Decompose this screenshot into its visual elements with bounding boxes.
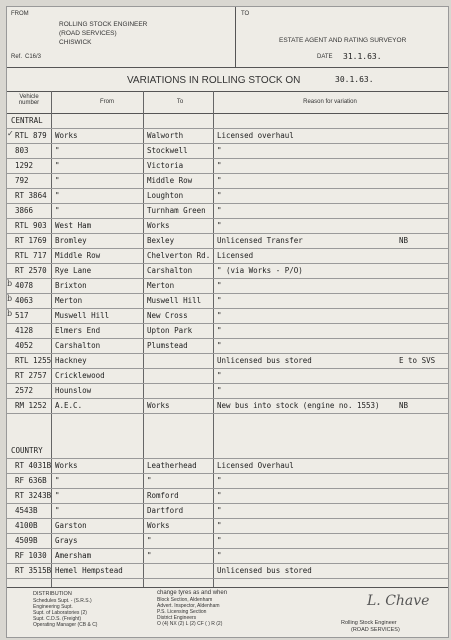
table-row <box>7 533 448 549</box>
vehicle-number: RT 3515B <box>15 566 52 575</box>
from-location: " <box>55 506 60 515</box>
table-row <box>7 278 448 294</box>
distribution-note: change tyres as and when <box>157 590 228 596</box>
reason-text: " <box>217 191 222 200</box>
from-location: " <box>55 206 60 215</box>
section-row <box>7 113 448 129</box>
vehicle-number: 792 <box>15 176 29 185</box>
table-row <box>7 353 448 369</box>
table-row <box>7 188 448 204</box>
to-location: Turnham Green <box>147 206 206 215</box>
table-row <box>7 563 448 579</box>
title-date: 30.1.63. <box>335 75 374 84</box>
section-row <box>7 443 448 459</box>
table-row <box>7 473 448 489</box>
vehicle-number: RTL 717 <box>15 251 47 260</box>
reason-text: " <box>217 311 222 320</box>
reason-code: NB <box>399 401 409 410</box>
table-row <box>7 518 448 534</box>
table-row <box>7 233 448 249</box>
col-from: From <box>100 99 114 105</box>
distribution-item: Block Section, Aldenham <box>157 597 213 603</box>
from-location: Middle Row <box>55 251 101 260</box>
distribution-item: Advert. Inspector, Aldenham <box>157 603 220 609</box>
signatory-title: Rolling Stock Engineer <box>341 620 397 626</box>
vehicle-number: RT 2570 <box>15 266 47 275</box>
margin-mark: b <box>7 279 13 288</box>
to-location: Loughton <box>147 191 184 200</box>
to-location: Works <box>147 521 170 530</box>
from-location: Muswell Hill <box>55 311 110 320</box>
to-location: " <box>147 476 152 485</box>
col-to: To <box>176 99 184 105</box>
reason-text: " <box>217 536 222 545</box>
from-location: " <box>55 191 60 200</box>
signatory-subtitle: (ROAD SERVICES) <box>351 627 400 633</box>
distribution-item: Supt. of Laboratories (2) <box>33 610 87 616</box>
reason-text: " <box>217 176 222 185</box>
reason-text: " <box>217 551 222 560</box>
from-line-2: (ROAD SERVICES) <box>59 30 117 37</box>
variations-form <box>6 6 449 638</box>
table-row <box>7 323 448 339</box>
table-row <box>7 338 448 354</box>
from-location: Carshalton <box>55 341 101 350</box>
table-row <box>7 143 448 159</box>
reason-text: " <box>217 221 222 230</box>
to-location: Upton Park <box>147 326 193 335</box>
reason-text: " <box>217 296 222 305</box>
distribution-item: Schedules Supt. - (S.R.S.) <box>33 598 92 604</box>
vehicle-number: 4063 <box>15 296 34 305</box>
to-location: New Cross <box>147 311 188 320</box>
from-location: Merton <box>55 296 83 305</box>
table-row <box>7 458 448 474</box>
ref-label: Ref. <box>11 54 23 60</box>
from-location: " <box>55 146 60 155</box>
to-location: Plumstead <box>147 341 188 350</box>
to-location: Works <box>147 221 170 230</box>
distribution-item: Supt. C.D.S. (Freight) <box>33 616 82 622</box>
to-location: Leatherhead <box>147 461 197 470</box>
vehicle-number: 803 <box>15 146 29 155</box>
from-location: A.E.C. <box>55 401 83 410</box>
from-location: Garston <box>55 521 87 530</box>
distribution-item: O (4) NX (2) L (2) CF ( ) R (2) <box>157 621 223 627</box>
vehicle-number: 4543B <box>15 506 38 515</box>
margin-mark: b <box>7 294 13 303</box>
distribution-label: DISTRIBUTION <box>33 591 72 597</box>
from-location: Grays <box>55 536 78 545</box>
vehicle-number: 3866 <box>15 206 34 215</box>
to-location: Bexley <box>147 236 175 245</box>
table-row <box>7 308 448 324</box>
distribution-item: Engineering Supt. <box>33 604 73 610</box>
form-header <box>7 7 448 68</box>
to-line-1: ESTATE AGENT AND RATING SURVEYOR <box>279 37 407 44</box>
from-line-1: ROLLING STOCK ENGINEER <box>59 21 148 28</box>
to-location: Walworth <box>147 131 184 140</box>
vehicle-number: 4100B <box>15 521 38 530</box>
to-location: Dartford <box>147 506 184 515</box>
table-row <box>7 248 448 264</box>
vehicle-number: 517 <box>15 311 29 320</box>
table-row <box>7 173 448 189</box>
table-row <box>7 158 448 174</box>
distribution-item: Operating Manager (CB & C) <box>33 622 98 628</box>
table-row <box>7 488 448 504</box>
to-location: " <box>147 536 152 545</box>
ref-value: C16/3 <box>25 54 42 60</box>
from-location: Works <box>55 131 78 140</box>
to-location: " <box>147 551 152 560</box>
vehicle-number: 4128 <box>15 326 34 335</box>
from-location: West Ham <box>55 221 92 230</box>
from-location: Cricklewood <box>55 371 105 380</box>
section-label: CENTRAL <box>11 116 43 125</box>
vehicle-number: RT 3864 <box>15 191 47 200</box>
from-label: FROM <box>11 11 29 17</box>
from-location: Amersham <box>55 551 92 560</box>
vehicle-number: RT 1769 <box>15 236 47 245</box>
distribution-list-right <box>157 597 222 627</box>
to-location: Carshalton <box>147 266 193 275</box>
reason-text: " <box>217 491 222 500</box>
vehicle-number: 2572 <box>15 386 34 395</box>
reason-text: " <box>217 206 222 215</box>
from-location: " <box>55 176 60 185</box>
distribution-list <box>33 598 97 628</box>
to-location: Romford <box>147 491 179 500</box>
vehicle-number: 1292 <box>15 161 34 170</box>
from-location: Brixton <box>55 281 87 290</box>
vehicle-number: RT 3243B <box>15 491 52 500</box>
reason-code: E to SVS <box>399 356 436 365</box>
to-label: TO <box>241 11 250 17</box>
margin-mark: b <box>7 309 13 318</box>
from-location: Works <box>55 461 78 470</box>
from-location: " <box>55 491 60 500</box>
vehicle-number: 4052 <box>15 341 34 350</box>
to-location: Works <box>147 401 170 410</box>
table-header <box>7 91 448 114</box>
title-text: VARIATIONS IN ROLLING STOCK ON <box>127 75 301 86</box>
table-row <box>7 218 448 234</box>
from-location: Bromley <box>55 236 87 245</box>
from-location: Hounslow <box>55 386 92 395</box>
reason-text: " <box>217 476 222 485</box>
reason-text: Unlicensed bus stored <box>217 566 312 575</box>
from-location: Rye Lane <box>55 266 92 275</box>
vehicle-number: 4509B <box>15 536 38 545</box>
vehicle-number: RT 4031B <box>15 461 52 470</box>
reason-text: " <box>217 386 222 395</box>
from-location: " <box>55 161 60 170</box>
vehicle-number: RF 1030 <box>15 551 47 560</box>
form-title <box>7 69 448 92</box>
from-line-3: CHISWICK <box>59 39 92 46</box>
to-location: Merton <box>147 281 175 290</box>
signature: L. Chave <box>367 593 430 609</box>
vehicle-number: RM 1252 <box>15 401 47 410</box>
reason-text: Licensed Overhaul <box>217 461 294 470</box>
reason-text: " (via Works - P/O) <box>217 266 303 275</box>
reason-text: Licensed <box>217 251 254 260</box>
from-location: " <box>55 476 60 485</box>
vehicle-number: RTL 903 <box>15 221 47 230</box>
table-row <box>7 398 448 414</box>
table-row <box>7 368 448 384</box>
reason-text: Unlicensed Transfer <box>217 236 303 245</box>
reason-code: NB <box>399 236 409 245</box>
col-reason: Reason for variation <box>303 99 357 105</box>
table-row <box>7 503 448 519</box>
col-vehicle: Vehicle number <box>18 94 40 106</box>
from-location: Hemel Hempstead <box>55 566 123 575</box>
reason-text: " <box>217 341 222 350</box>
vehicle-number: RF 636B <box>15 476 47 485</box>
reason-text: " <box>217 281 222 290</box>
reason-text: New bus into stock (engine no. 1553) <box>217 401 380 410</box>
vehicle-number: RTL 1255 <box>15 356 52 365</box>
vehicle-number: RTL 879 <box>15 131 47 140</box>
to-location: Middle Row <box>147 176 193 185</box>
distribution-item: P.S. Licensing Section <box>157 609 207 615</box>
vehicle-number: 4078 <box>15 281 34 290</box>
date-label: DATE <box>317 54 333 60</box>
table-row <box>7 383 448 399</box>
to-location: Muswell Hill <box>147 296 202 305</box>
to-location: Stockwell <box>147 146 188 155</box>
from-location: Elmers End <box>55 326 101 335</box>
table-row <box>7 548 448 564</box>
table-row <box>7 203 448 219</box>
reason-text: " <box>217 326 222 335</box>
distribution-item: District Engineers <box>157 615 197 621</box>
to-location: Chelverton Rd. <box>147 251 211 260</box>
from-location: Hackney <box>55 356 87 365</box>
reason-text: " <box>217 146 222 155</box>
reason-text: " <box>217 161 222 170</box>
reason-text: " <box>217 506 222 515</box>
section-label: COUNTRY <box>11 446 43 455</box>
reason-text: Unlicensed bus stored <box>217 356 312 365</box>
table-row <box>7 293 448 309</box>
vehicle-number: RT 2757 <box>15 371 47 380</box>
reason-text: " <box>217 521 222 530</box>
to-location: Victoria <box>147 161 184 170</box>
date-value: 31.1.63. <box>343 52 382 61</box>
table-row <box>7 263 448 279</box>
margin-mark: ✓ <box>7 129 14 138</box>
header-divider <box>235 7 236 67</box>
reason-text: Licensed overhaul <box>217 131 294 140</box>
reason-text: " <box>217 371 222 380</box>
table-row <box>7 128 448 144</box>
